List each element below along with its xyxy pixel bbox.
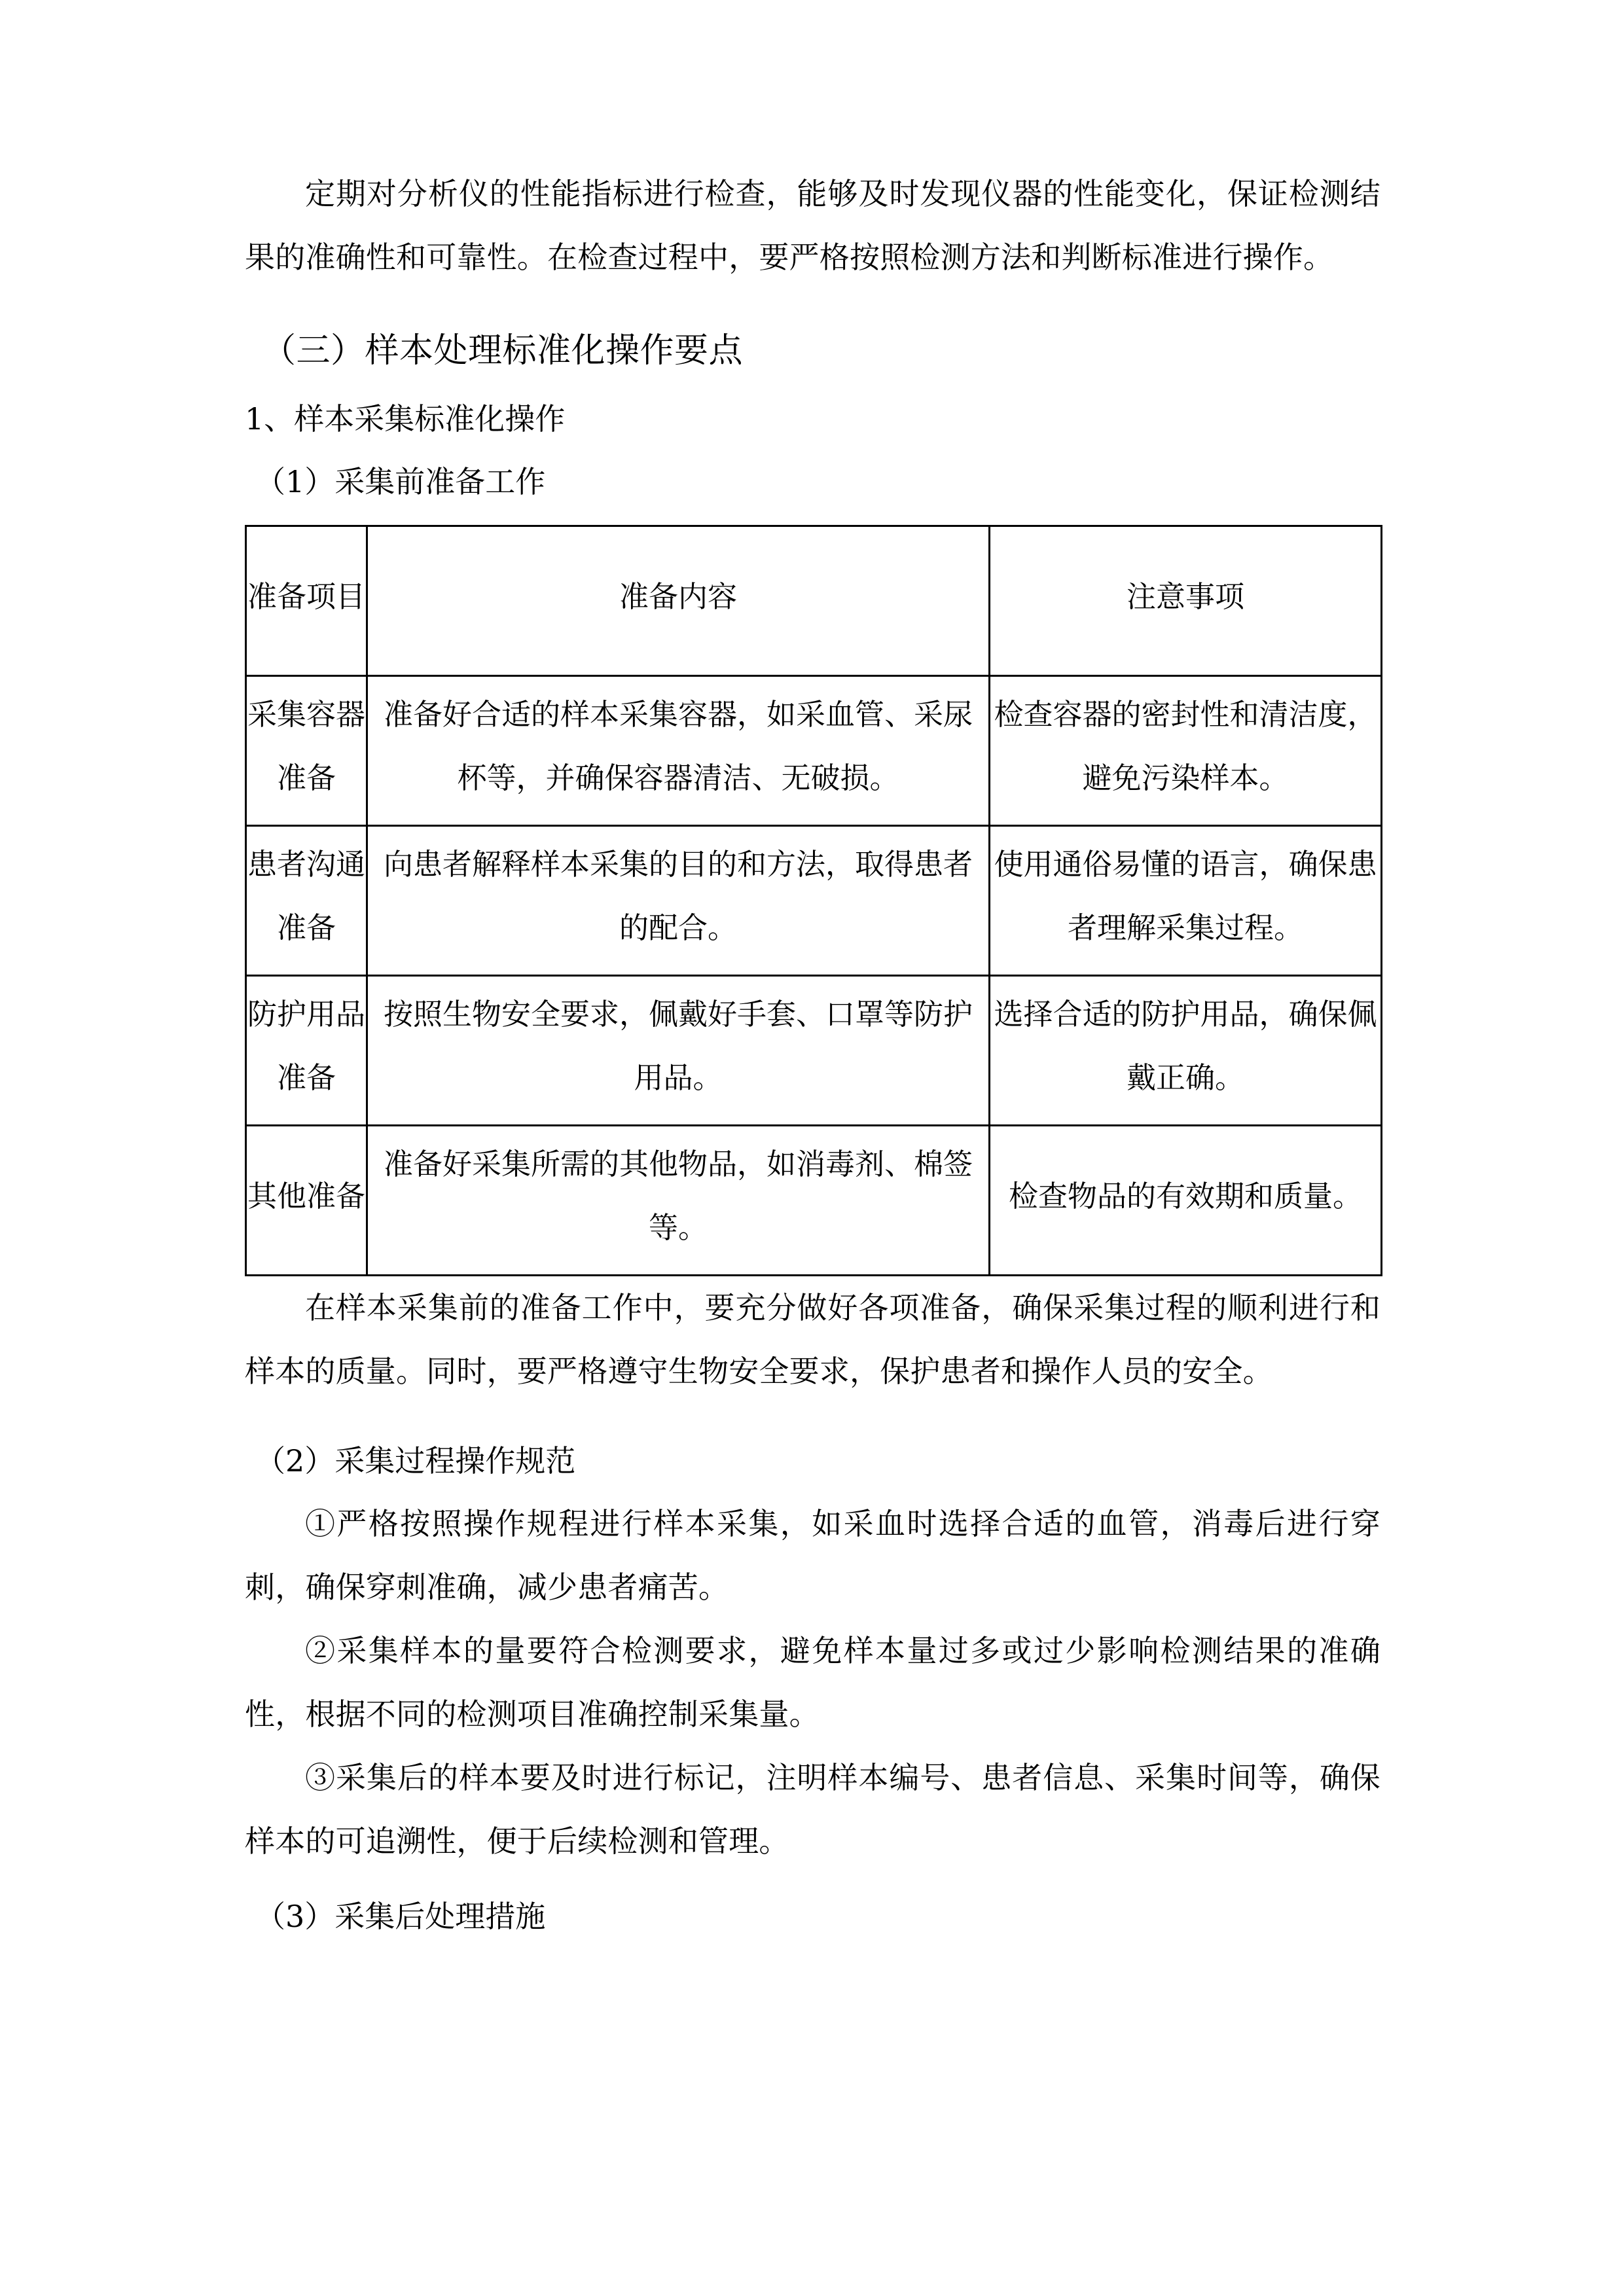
table-cell-notes: 选择合适的防护用品，确保佩戴正确。 (990, 976, 1382, 1126)
table-cell-item: 其他准备 (246, 1126, 367, 1276)
numbered-item-3: ③采集后的样本要及时进行标记，注明样本编号、患者信息、采集时间等，确保样本的可追溯性，便于后续检测和管理。 (245, 1760, 1380, 1859)
item-heading-collection-prep: （1）采集前准备工作 (255, 464, 546, 499)
table-row (246, 676, 1382, 826)
table-cell-notes: 使用通俗易懂的语言，确保患者理解采集过程。 (990, 826, 1382, 976)
table-cell-notes: 检查容器的密封性和清洁度，避免污染样本。 (990, 676, 1382, 826)
table-cell-content: 准备好采集所需的其他物品，如消毒剂、棉签等。 (367, 1126, 990, 1276)
spacer (245, 289, 1380, 301)
document-body (245, 162, 1380, 1948)
table-header-prep-item: 准备项目 (246, 526, 367, 676)
table-cell-content: 按照生物安全要求，佩戴好手套、口罩等防护用品。 (367, 976, 990, 1126)
item-heading-collection-process: （2）采集过程操作规范 (255, 1443, 576, 1479)
numbered-item-2: ②采集样本的量要符合检测要求，避免样本量过多或过少影响检测结果的准确性，根据不同的检测项目准确控制采集量。 (245, 1633, 1380, 1732)
spacer (245, 1873, 1380, 1885)
spacer (245, 513, 1380, 525)
subsection-heading: 1、样本采集标准化操作 (245, 401, 566, 437)
table-summary-paragraph: 在样本采集前的准备工作中，要充分做好各项准备，确保采集过程的顺利进行和样本的质量。同时，要严格遵守生物安全要求，保护患者和操作人员的安全。 (245, 1290, 1380, 1389)
table-header-row (246, 526, 1382, 676)
numbered-item-1: ①严格按照操作规程进行样本采集，如采血时选择合适的血管，消毒后进行穿刺，确保穿刺准确，减少患者痛苦。 (245, 1506, 1380, 1605)
table-cell-item: 采集容器准备 (246, 676, 367, 826)
table-row (246, 976, 1382, 1126)
table-cell-content: 准备好合适的样本采集容器，如采血管、采尿杯等，并确保容器清洁、无破损。 (367, 676, 990, 826)
table-row (246, 826, 1382, 976)
item-heading-post-collection: （3）采集后处理措施 (255, 1899, 546, 1934)
table-cell-item: 患者沟通准备 (246, 826, 367, 976)
table-cell-item: 防护用品准备 (246, 976, 367, 1126)
table-header-prep-content: 准备内容 (367, 526, 990, 676)
table-header-notes: 注意事项 (990, 526, 1382, 676)
table-cell-content: 向患者解释样本采集的目的和方法，取得患者的配合。 (367, 826, 990, 976)
section-heading: （三）样本处理标准化操作要点 (262, 331, 744, 370)
spacer (245, 1403, 1380, 1429)
table-cell-notes: 检查物品的有效期和质量。 (990, 1126, 1382, 1276)
intro-paragraph: 定期对分析仪的性能指标进行检查，能够及时发现仪器的性能变化，保证检测结果的准确性和可靠性。在检查过程中，要严格按照检测方法和判断标准进行操作。 (245, 176, 1380, 275)
table-row (246, 1126, 1382, 1276)
preparation-table (245, 525, 1382, 1276)
